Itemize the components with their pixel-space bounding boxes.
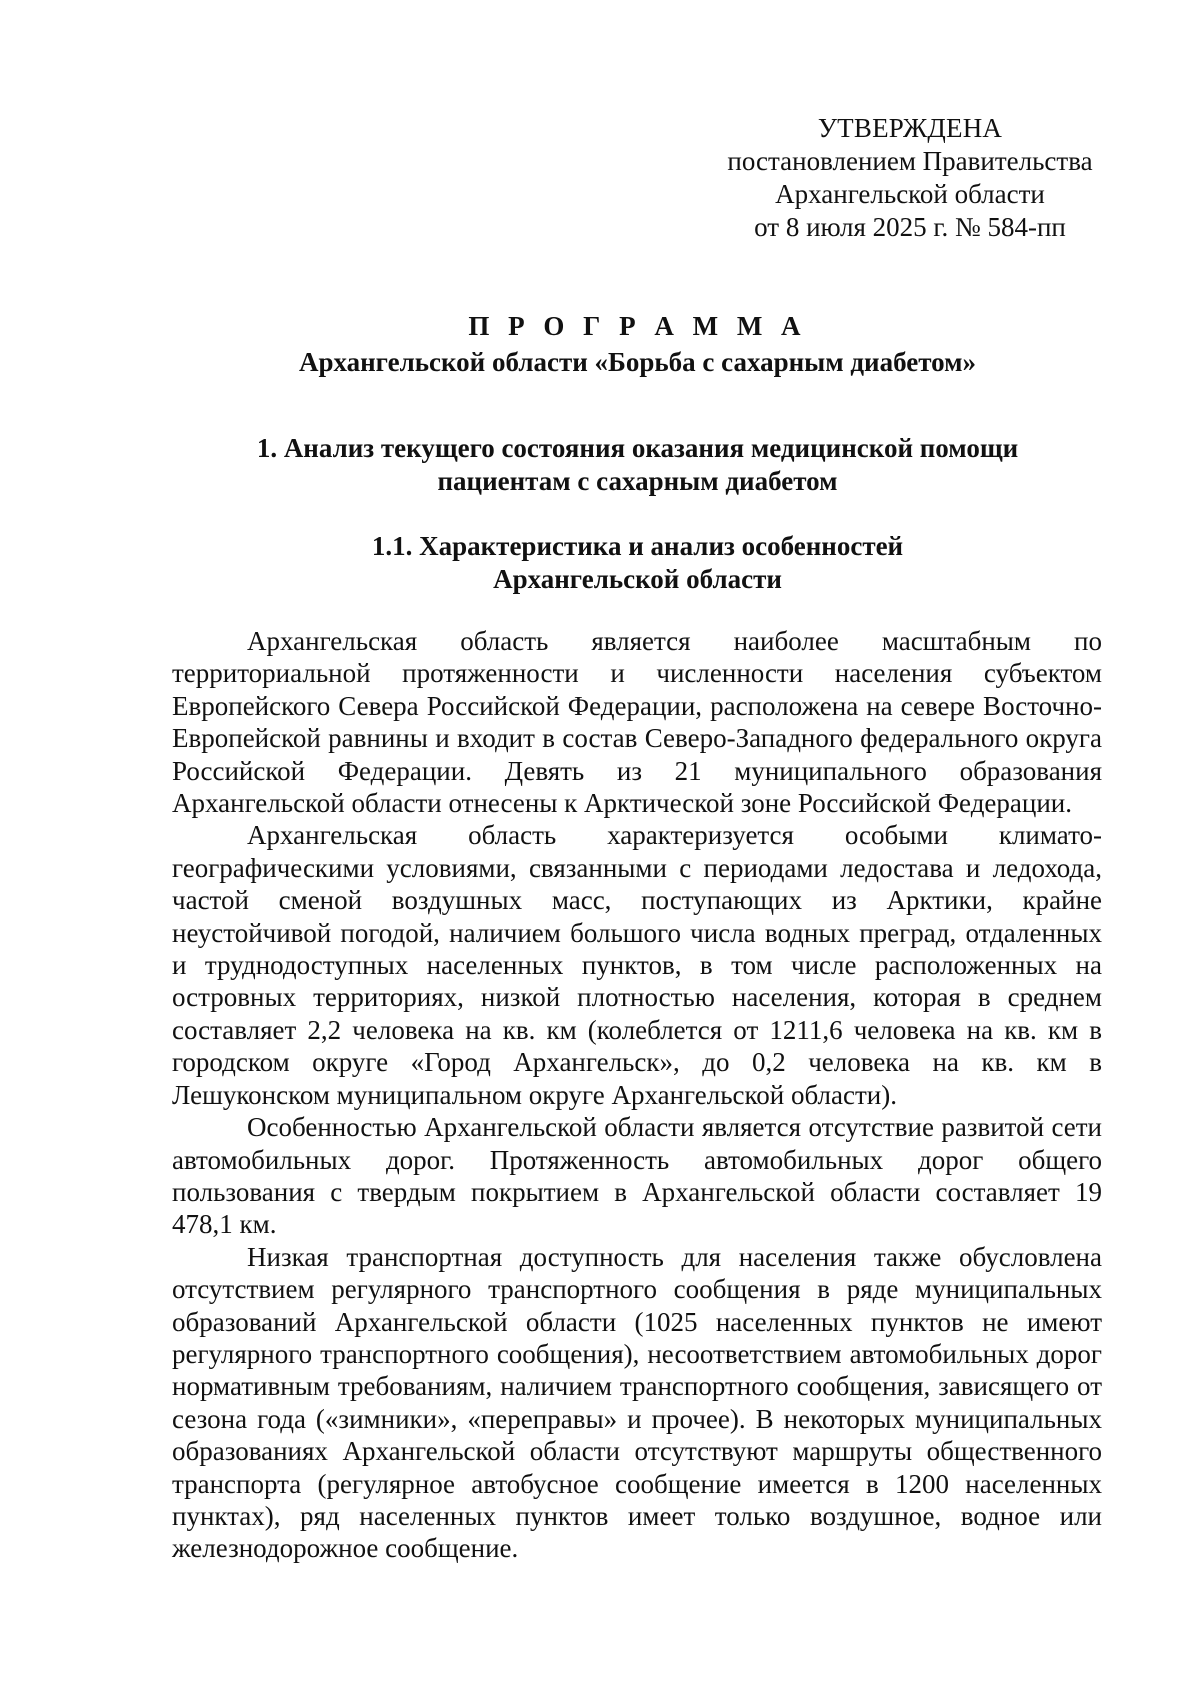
approval-resolution-line: постановлением Правительства (727, 146, 1093, 176)
section-1-1-heading-line-2: Архангельской области (493, 564, 782, 594)
paragraph: Архангельская область является наиболее масштабным по территориальной протяженности и численности населения субъектом Европейского Севера Российской Федерации, расположена на севере Восточно-Европейской равнины и входит в состав Северо-Западного федерального округа Российской Федерации. Девять из 21 муниципального образования Архангельской области отнесены к Арктической зоне Российской Федерации. (172, 626, 1102, 819)
approval-date-number-line: от 8 июля 2025 г. № 584-пп (754, 212, 1066, 242)
approval-region-line: Архангельской области (775, 179, 1045, 209)
body-text (172, 625, 1102, 1565)
program-subtitle: Архангельской области «Борьба с сахарным диабетом» (298, 347, 977, 377)
paragraph: Архангельская область характеризуется особыми климато-географическими условиями, связанными с периодами ледостава и ледохода, частой сменой воздушных масс, поступающих из Арктики, крайне неустойчивой погодой, наличием большого числа водных преград, отдаленных и труднодоступных населенных пунктов, в том числе расположенных на островных территориях, низкой плотностью населения, которая в среднем составляет 2,2 человека на кв. км (колеблется от 1211,6 человека на кв. км в городском округе «Город Архангельск», до 0,2 человека на кв. км в Лешуконском муниципальном округе Архангельской области). (172, 820, 1102, 1110)
paragraph: Низкая транспортная доступность для населения также обусловлена отсутствием регулярного транспортного сообщения в ряде муниципальных образований Архангельской области (1025 населенных пунктов не имеют регулярного транспортного сообщения), несоответствием автомобильных дорог нормативным требованиям, наличием транспортного сообщения, зависящего от сезона года («зимники», «переправы» и прочее). В некоторых муниципальных образованиях Архангельской области отсутствуют маршруты общественного транспорта (регулярное автобусное сообщение имеется в 1200 населенных пунктах), ряд населенных пунктов имеет только воздушное, водное или железнодорожное сообщение. (172, 1241, 1102, 1564)
section-1-1-heading (170, 530, 1105, 596)
section-1-heading (170, 432, 1105, 498)
section-1-heading-line-1: 1. Анализ текущего состояния оказания медицинской помощи (256, 433, 1019, 463)
program-heading: П Р О Г Р А М М А (468, 311, 807, 341)
section-1-1-heading-line-1: 1.1. Характеристика и анализ особенностей (371, 531, 904, 561)
paragraph: Особенностью Архангельской области является отсутствие развитой сети автомобильных дорог. Протяженность автомобильных дорог общего пользования с твердым покрытием в Архангельской области составляет 19 478,1 км. (172, 1112, 1102, 1240)
approval-heading: УТВЕРЖДЕНА (817, 113, 1003, 143)
section-1-heading-line-2: пациентам с сахарным диабетом (437, 466, 838, 496)
document-title (170, 308, 1105, 380)
approval-stamp-block (700, 112, 1120, 244)
